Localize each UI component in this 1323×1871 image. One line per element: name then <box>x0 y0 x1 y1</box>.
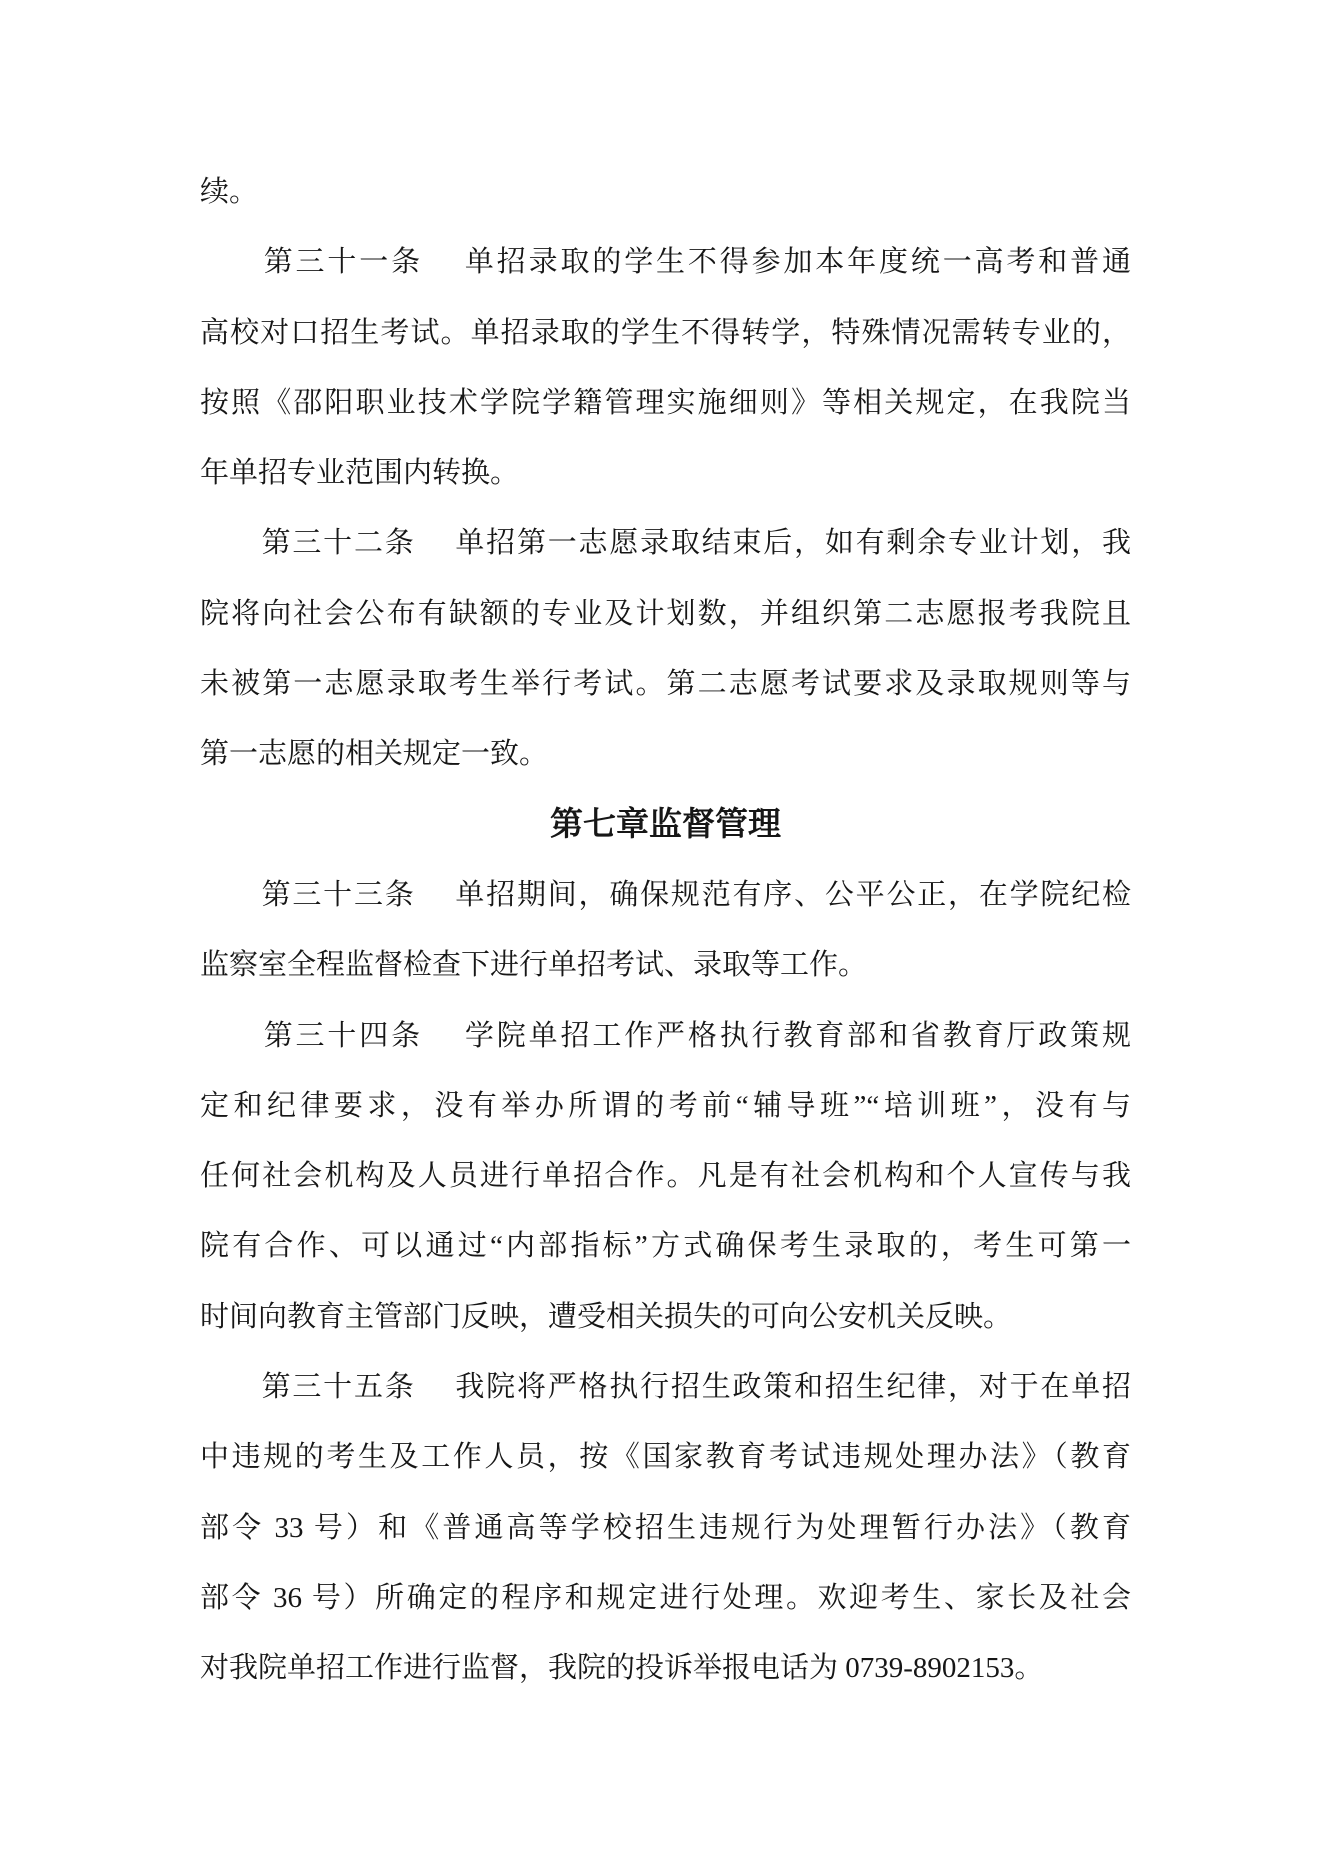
document-line: 年单招专业范围内转换。 <box>200 457 520 490</box>
document-line: 第三十五条 我院将严格执行招生政策和招生纪律，对于在单招 <box>200 1371 1131 1404</box>
document-line: 第三十四条 学院单招工作严格执行教育部和省教育厅政策规 <box>200 1019 1131 1052</box>
document-line: 按照《邵阳职业技术学院学籍管理实施细则》等相关规定，在我院当 <box>200 386 1131 419</box>
document-line: 未被第一志愿录取考生举行考试。第二志愿考试要求及录取规则等与 <box>200 668 1131 701</box>
document-line: 院将向社会公布有缺额的专业及计划数，并组织第二志愿报考我院且 <box>200 597 1131 630</box>
document-line: 部令 33 号）和《普通高等学校招生违规行为处理暂行办法》（教育 <box>200 1511 1131 1544</box>
chapter-heading: 第七章监督管理 <box>550 806 781 843</box>
document-line: 中违规的考生及工作人员，按《国家教育考试违规处理办法》（教育 <box>200 1441 1131 1474</box>
document-line: 部令 36 号）所确定的程序和规定进行处理。欢迎考生、家长及社会 <box>200 1581 1131 1614</box>
document-line: 定和纪律要求，没有举办所谓的考前“辅导班”“培训班”，没有与 <box>200 1089 1131 1122</box>
document-line: 任何社会机构及人员进行单招合作。凡是有社会机构和个人宣传与我 <box>200 1160 1131 1193</box>
document-line: 第三十三条 单招期间，确保规范有序、公平公正，在学院纪检 <box>200 878 1131 911</box>
document-line: 续。 <box>200 176 259 208</box>
document-line: 院有合作、可以通过“内部指标”方式确保考生录取的，考生可第一 <box>200 1230 1131 1263</box>
document-line: 第一志愿的相关规定一致。 <box>200 738 549 771</box>
document-line: 对我院单招工作进行监督，我院的投诉举报电话为 0739-8902153。 <box>200 1652 1044 1685</box>
document-line: 第三十二条 单招第一志愿录取结束后，如有剩余专业计划，我 <box>200 527 1131 560</box>
document-text-block <box>200 157 1131 1704</box>
document-line: 第三十一条 单招录取的学生不得参加本年度统一高考和普通 <box>200 246 1131 279</box>
document-line: 监察室全程监督检查下进行单招考试、录取等工作。 <box>200 949 868 982</box>
document-line: 时间向教育主管部门反映，遭受相关损失的可向公安机关反映。 <box>200 1300 1013 1333</box>
document-line: 高校对口招生考试。单招录取的学生不得转学，特殊情况需转专业的， <box>200 316 1131 349</box>
